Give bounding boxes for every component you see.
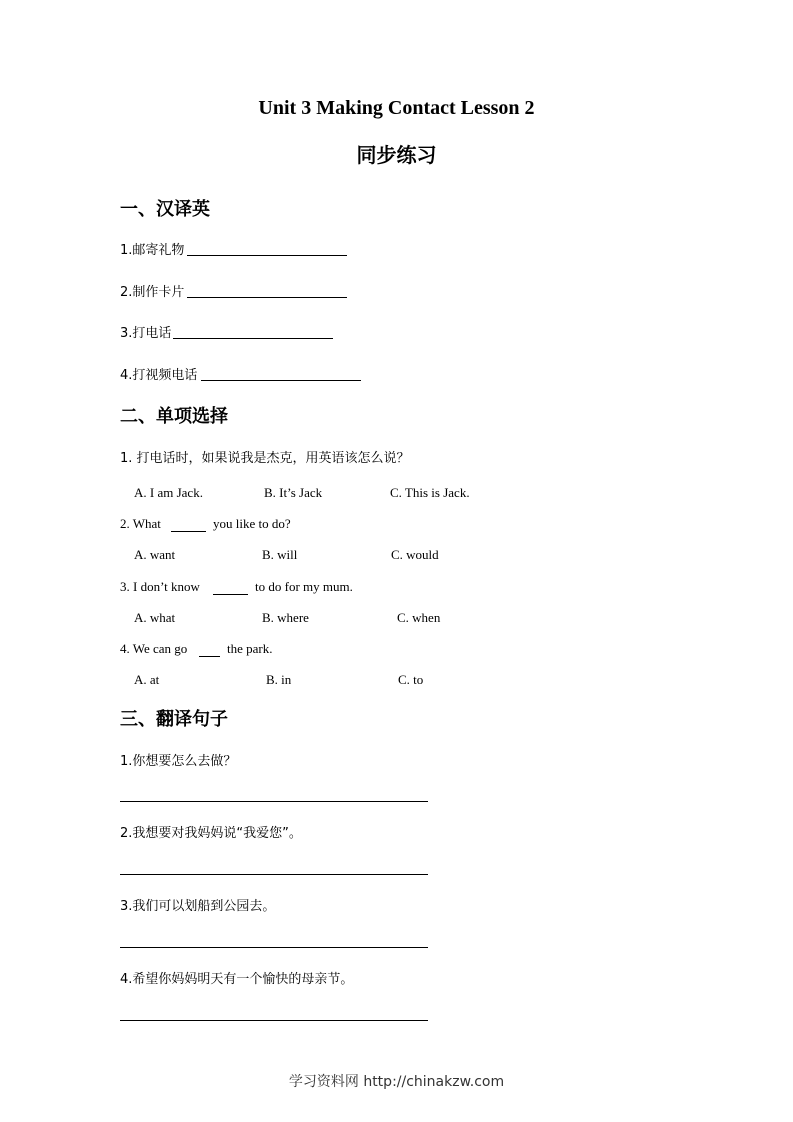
answer-blank-1[interactable] <box>187 255 347 256</box>
sentence-1-answer-line[interactable] <box>120 801 428 802</box>
footer-watermark: 学习资料网 http://chinakzw.com <box>288 1074 505 1090</box>
question-4-stem-end: the park. <box>227 641 273 656</box>
q4-option-a: A. at <box>134 672 160 687</box>
q3-option-a: A. what <box>134 610 176 625</box>
question-1-stem: 1. 打电话时，如果说我是杰克，用英语该怎么说？ <box>120 451 410 466</box>
q4-option-c: C. to <box>398 672 424 687</box>
q2-option-a: A. want <box>134 547 176 562</box>
q2-option-b: B. will <box>262 547 298 562</box>
sentence-2-answer-line[interactable] <box>120 874 428 875</box>
q3-option-c: C. when <box>397 610 441 625</box>
translate-item-3: 3.打电话 <box>120 326 172 341</box>
page-subtitle: 同步练习 <box>356 143 437 167</box>
section-heading-1: 一、汉译英 <box>120 199 210 220</box>
question-3-stem-start: 3. I don’t know <box>120 579 200 594</box>
question-2-blank[interactable] <box>171 531 206 532</box>
sentence-3-answer-line[interactable] <box>120 947 428 948</box>
q1-option-c: C. This is Jack. <box>390 485 470 500</box>
sentence-4: 4.希望你妈妈明天有一个愉快的母亲节。 <box>120 972 354 987</box>
page-title: Unit 3 Making Contact Lesson 2 <box>258 97 535 119</box>
q4-option-b: B. in <box>266 672 292 687</box>
q1-option-b: B. It’s Jack <box>264 485 323 500</box>
q1-option-a: A. I am Jack. <box>134 485 203 500</box>
question-2-stem-end: you like to do? <box>213 516 291 531</box>
section-heading-3: 三、翻译句子 <box>120 709 228 730</box>
q2-option-c: C. would <box>391 547 439 562</box>
translate-item-4: 4.打视频电话 <box>120 368 198 383</box>
sentence-3: 3.我们可以划船到公园去。 <box>120 899 276 914</box>
question-4-blank[interactable] <box>199 656 220 657</box>
sentence-2: 2.我想要对我妈妈说“我爱您”。 <box>120 826 302 841</box>
section-heading-2: 二、单项选择 <box>120 406 228 427</box>
answer-blank-3[interactable] <box>173 338 333 339</box>
question-2-stem-start: 2. What <box>120 516 161 531</box>
sentence-4-answer-line[interactable] <box>120 1020 428 1021</box>
translate-item-1: 1.邮寄礼物 <box>120 243 185 258</box>
translate-item-2: 2.制作卡片 <box>120 285 185 300</box>
question-4-stem-start: 4. We can go <box>120 641 188 656</box>
q3-option-b: B. where <box>262 610 309 625</box>
question-3-blank[interactable] <box>213 594 248 595</box>
answer-blank-2[interactable] <box>187 297 347 298</box>
sentence-1: 1.你想要怎么去做？ <box>120 754 237 769</box>
answer-blank-4[interactable] <box>201 380 361 381</box>
question-3-stem-end: to do for my mum. <box>255 579 353 594</box>
